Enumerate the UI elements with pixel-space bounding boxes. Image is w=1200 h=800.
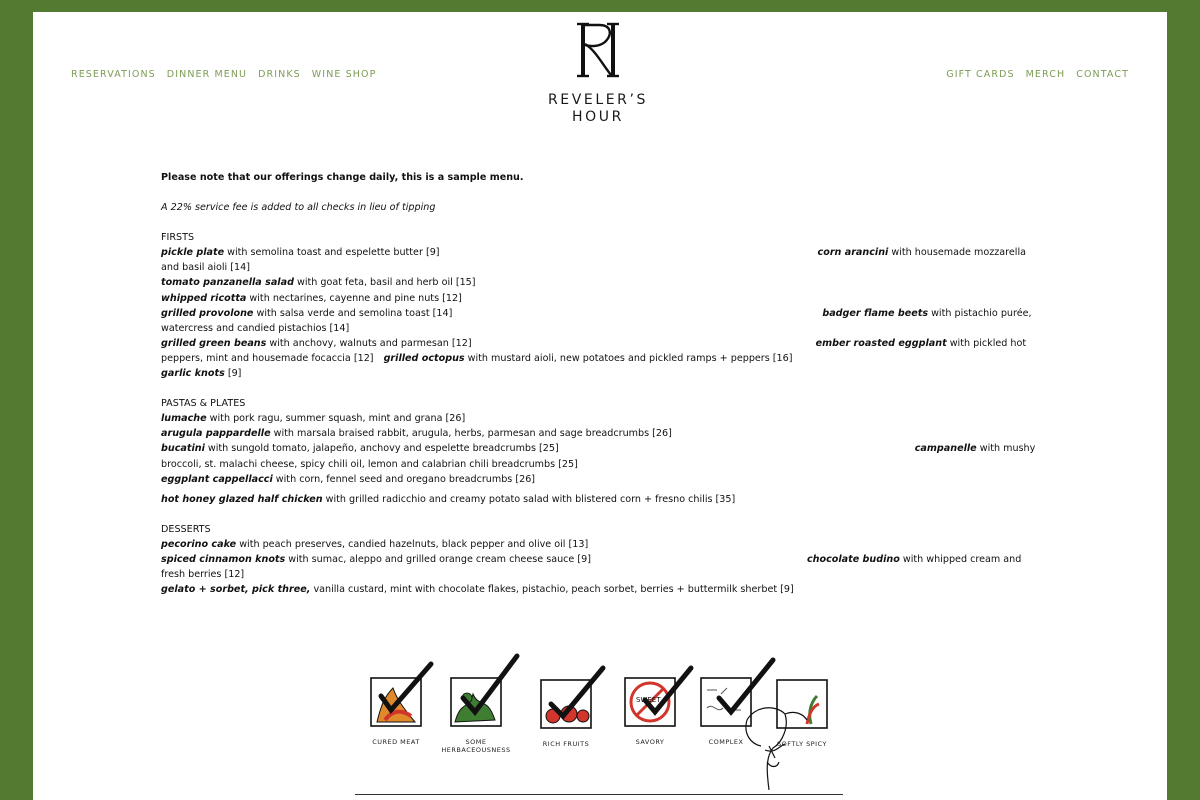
primary-nav-right [946, 69, 1129, 80]
monogram-logo-icon [575, 20, 621, 78]
menu-item [161, 306, 1041, 336]
flavor-label: CURED MEAT [372, 738, 420, 746]
dish-name: pecorino cake [161, 538, 237, 550]
dish-name: chocolate budino [806, 553, 900, 565]
dish-desc: with semolina toast and espelette butter [9] [224, 247, 440, 259]
dish-name: bucatini [161, 443, 205, 455]
herbs-box-icon [451, 656, 517, 726]
dish-desc: with corn, fennel seed and oregano breadcrumbs [26] [272, 473, 536, 485]
dish-name: grilled green beans [161, 337, 267, 349]
nav-contact[interactable]: CONTACT [1076, 69, 1129, 80]
menu-item [161, 552, 1041, 582]
rich-fruits-box-icon [541, 668, 603, 728]
dish-desc: with nectarines, cayenne and pine nuts [12] [246, 292, 462, 304]
dish-desc: vanilla custard, mint with chocolate flakes, pistachio, peach sorbet, berries + buttermilk sherbet [9] [310, 584, 794, 596]
dish-desc: with sungold tomato, jalapeño, anchovy and espelette breadcrumbs [25] [204, 443, 559, 455]
flavor-label: RICH FRUITS [542, 740, 590, 748]
nav-wine-shop[interactable]: WINE SHOP [311, 69, 377, 80]
menu-item [161, 245, 1041, 275]
dish-desc: with pistachio purée, watercress and candied pistachios [14] [161, 307, 1032, 334]
primary-nav-left [71, 69, 376, 80]
dish-desc: with pork ragu, summer squash, mint and grana [26] [206, 413, 466, 425]
brand-name-line1: REVELER’S [547, 92, 649, 108]
dish-desc: with anchovy, walnuts and parmesan [12] [266, 337, 472, 349]
nav-drinks[interactable]: DRINKS [258, 69, 301, 80]
page-card [33, 12, 1167, 800]
brand-logo[interactable] [523, 20, 673, 126]
nav-reservations[interactable]: RESERVATIONS [71, 69, 156, 80]
softly-spicy-box-icon [777, 680, 827, 728]
dish-name: badger flame beets [822, 307, 929, 319]
dish-name: gelato + sorbet, pick three, [161, 584, 311, 596]
nav-merch[interactable]: MERCH [1025, 69, 1066, 80]
dish-desc: with grilled radicchio and creamy potato salad with blistered corn + fresno chilis [35] [322, 493, 736, 505]
menu-item [161, 336, 1041, 366]
sample-menu [161, 170, 1041, 597]
dish-name: whipped ricotta [161, 292, 247, 304]
menu-item [161, 537, 1041, 552]
section-title-desserts: DESSERTS [161, 523, 211, 535]
nav-gift-cards[interactable]: GIFT CARDS [946, 69, 1015, 80]
divider-line [355, 794, 843, 795]
dish-name: spiced cinnamon knots [161, 553, 286, 565]
sign-text: SWEET [636, 696, 661, 704]
section-title-firsts: FIRSTS [161, 232, 195, 244]
dish-name: arugula pappardelle [161, 428, 271, 440]
service-fee-note: A 22% service fee is added to all checks in lieu of tipping [161, 202, 436, 214]
dish-desc: with sumac, aleppo and grilled orange cream cheese sauce [9] [285, 553, 591, 565]
nav-dinner-menu[interactable]: DINNER MENU [166, 69, 248, 80]
dish-name: eggplant cappellacci [161, 473, 273, 485]
dish-desc: with salsa verde and semolina toast [14] [253, 307, 453, 319]
dish-name: garlic knots [161, 368, 225, 380]
flavor-label: SOME HERBACEOUSNESS [441, 738, 511, 754]
menu-item [161, 291, 1041, 306]
menu-item [161, 492, 1041, 507]
menu-item [161, 582, 1041, 597]
savory-box-icon [625, 668, 691, 726]
section-title-pastas-plates: PASTAS & PLATES [161, 398, 246, 410]
complex-box-icon [701, 660, 773, 726]
flavor-label: COMPLEX [708, 738, 744, 746]
cured-meat-box-icon [371, 664, 431, 726]
dish-desc: with peach preserves, candied hazelnuts, black pepper and olive oil [13] [236, 538, 589, 550]
menu-item [161, 411, 1041, 426]
dish-desc: [9] [224, 368, 242, 380]
menu-item [161, 275, 1041, 290]
dish-name: grilled provolone [161, 307, 254, 319]
flavor-label: SOFTLY SPICY [777, 740, 827, 748]
dish-desc: with marsala braised rabbit, arugula, herbs, parmesan and sage breadcrumbs [26] [270, 428, 672, 440]
dish-desc: with mustard aioli, new potatoes and pickled ramps + peppers [16] [464, 352, 793, 364]
flavor-label: SAVORY [635, 738, 665, 746]
dish-name: corn arancini [817, 247, 889, 259]
menu-item [161, 426, 1041, 441]
menu-item [161, 441, 1041, 471]
flavor-illustration [355, 650, 845, 800]
dish-desc: with pickled hot peppers, mint and housemade focaccia [12] [161, 337, 1027, 364]
menu-notice: Please note that our offerings change daily, this is a sample menu. [161, 172, 524, 183]
dish-name: grilled octopus [383, 352, 465, 364]
dish-name: tomato panzanella salad [161, 277, 294, 289]
dish-name: campanelle [914, 443, 977, 455]
dish-desc: with whipped cream and fresh berries [12] [161, 553, 1022, 581]
dish-desc: with goat feta, basil and herb oil [15] [293, 277, 476, 289]
flavor-checkboxes-drawing [355, 650, 845, 790]
brand-name-line2: HOUR [572, 109, 624, 125]
dish-name: ember roasted eggplant [815, 337, 947, 349]
menu-item [161, 366, 1041, 381]
dish-desc: with housemade mozzarella and basil aioli [14] [161, 247, 1027, 274]
dish-name: pickle plate [161, 247, 225, 259]
dish-name: hot honey glazed half chicken [161, 493, 323, 505]
dish-desc: with mushy broccoli, st. malachi cheese, spicy chili oil, lemon and calabrian chili breadcrumbs [25] [161, 443, 1036, 470]
menu-item [161, 472, 1041, 487]
dish-name: lumache [161, 413, 207, 425]
